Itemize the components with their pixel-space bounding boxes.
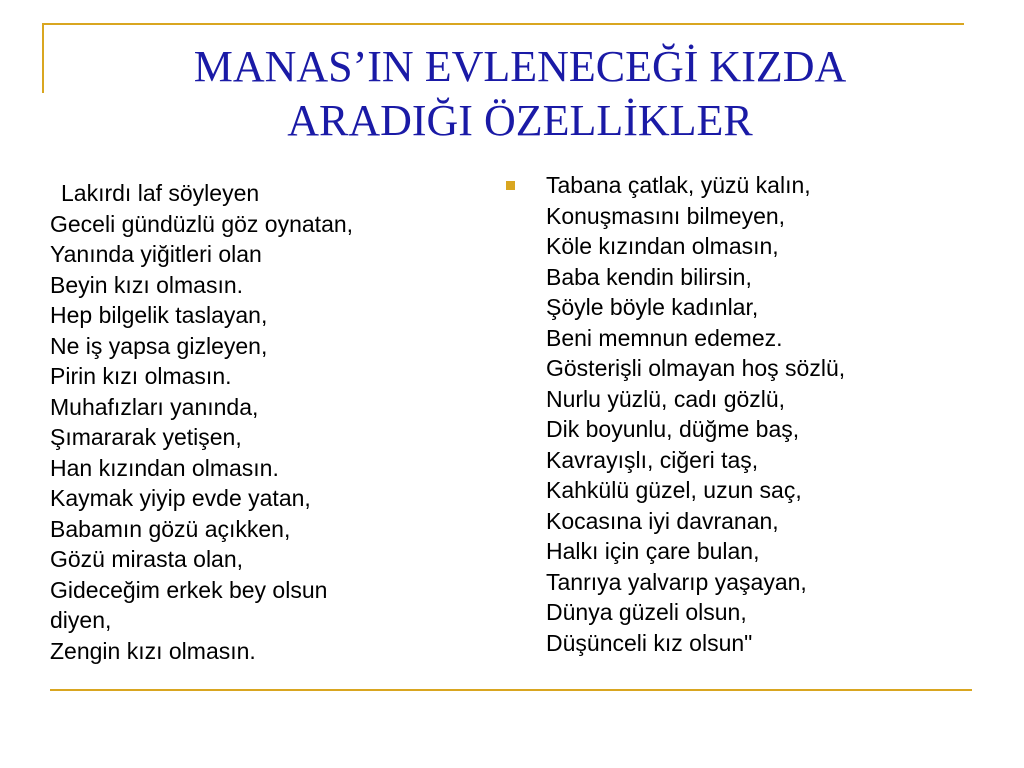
- poem-line: Halkı için çare bulan,: [546, 538, 760, 564]
- poem-line: Zengin kızı olmasın.: [50, 637, 256, 664]
- poem-line: Tanrıya yalvarıp yaşayan,: [546, 568, 807, 595]
- poem-line: Kaymak yiyip evde yatan,: [50, 485, 311, 511]
- poem-line: Gideceğim erkek bey olsun: [50, 576, 328, 603]
- title-line-1: MANAS’IN EVLENECEĞİ KIZDA: [193, 42, 847, 91]
- poem-line: Gösterişli olmayan hoş sözlü,: [546, 355, 846, 381]
- poem-line: Dünya güzeli olsun,: [546, 599, 747, 625]
- top-divider: [42, 23, 964, 25]
- right-poem-column: [506, 170, 1006, 658]
- poem-line: Gözü mirasta olan,: [50, 546, 244, 572]
- left-poem-column: [37, 178, 507, 666]
- poem-line: Babamın gözü açıkken,: [50, 515, 291, 542]
- poem-line: Pirin kızı olmasın.: [50, 363, 232, 389]
- poem-line: Düşünceli kız olsun": [546, 629, 753, 656]
- poem-line: Hep bilgelik taslayan,: [50, 302, 268, 328]
- poem-line: Nurlu yüzlü, cadı gözlü,: [546, 385, 786, 412]
- poem-line: Konuşmasını bilmeyen,: [546, 202, 786, 229]
- poem-line: Beyin kızı olmasın.: [50, 271, 244, 298]
- poem-line: Beni memnun edemez.: [546, 324, 783, 351]
- poem-line: Baba kendin bilirsin,: [546, 263, 752, 290]
- poem-line: Dik boyunlu, düğme baş,: [546, 416, 800, 442]
- poem-line: Ne iş yapsa gizleyen,: [50, 332, 268, 359]
- poem-line: Kavrayışlı, ciğeri taş,: [546, 446, 759, 473]
- bottom-divider: [50, 689, 972, 691]
- slide-title: [60, 40, 980, 148]
- poem-line: Tabana çatlak, yüzü kalın,: [546, 172, 811, 198]
- left-divider: [42, 23, 44, 93]
- poem-line: Şöyle böyle kadınlar,: [546, 294, 759, 320]
- poem-line: Lakırdı laf söyleyen: [61, 180, 260, 206]
- poem-line: Şımararak yetişen,: [50, 424, 242, 450]
- poem-line: Geceli gündüzlü göz oynatan,: [50, 210, 354, 237]
- poem-line: Yanında yiğitleri olan: [50, 241, 262, 267]
- poem-line: Kahkülü güzel, uzun saç,: [546, 477, 802, 503]
- poem-line: Kocasına iyi davranan,: [546, 507, 779, 534]
- poem-line: Köle kızından olmasın,: [546, 233, 779, 259]
- square-bullet-icon: [506, 181, 515, 190]
- poem-line: Han kızından olmasın.: [50, 454, 279, 481]
- poem-line: diyen,: [50, 607, 112, 633]
- title-line-2: ARADIĞI ÖZELLİKLER: [287, 96, 753, 145]
- poem-line: Muhafızları yanında,: [50, 393, 259, 420]
